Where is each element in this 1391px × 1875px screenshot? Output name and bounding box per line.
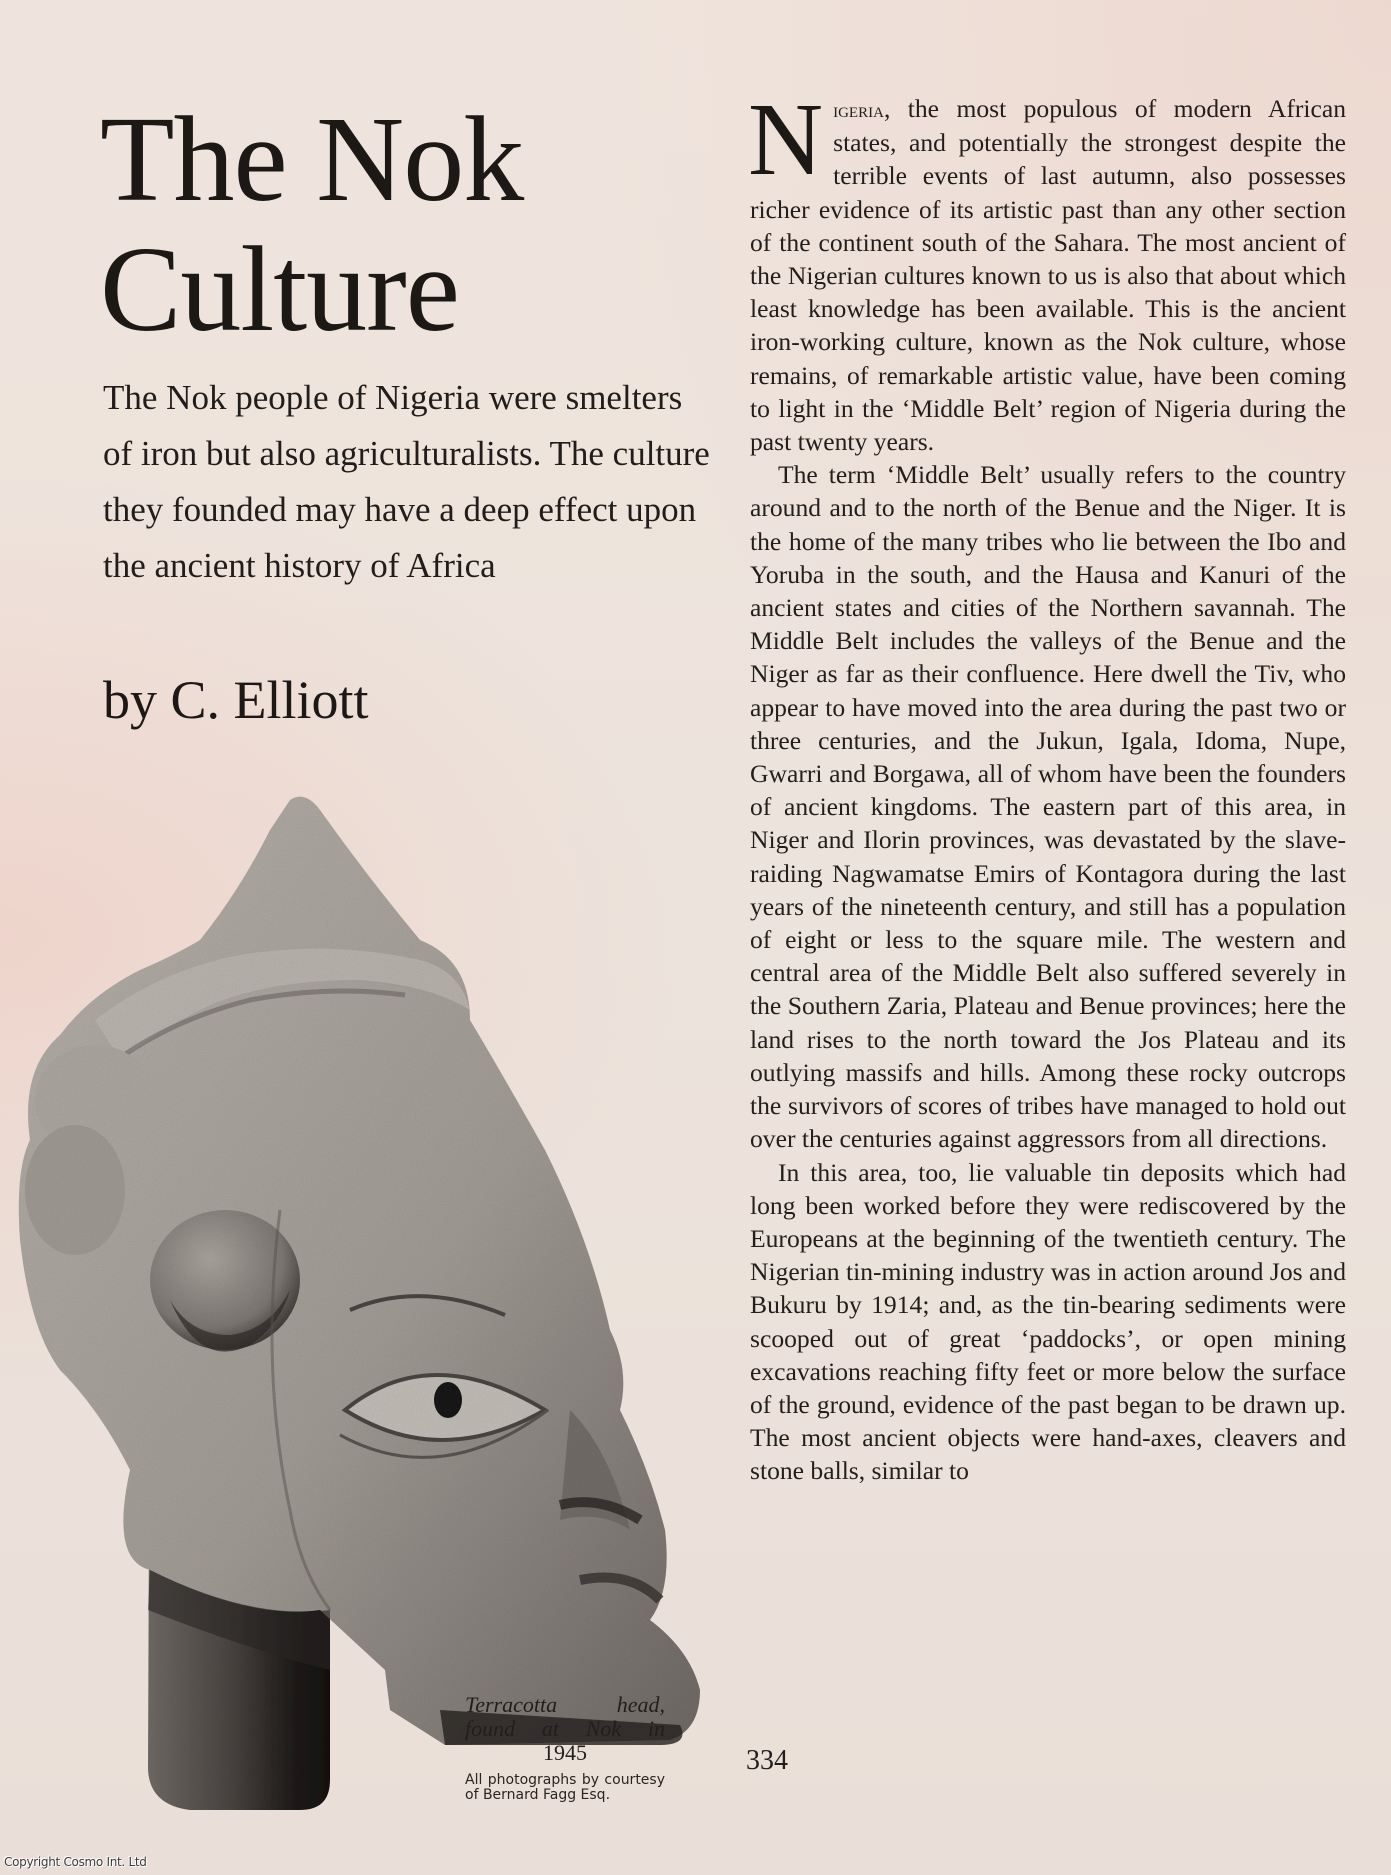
article-body xyxy=(748,82,1346,1488)
terracotta-head-photo xyxy=(0,770,720,1810)
opening-small-caps: igeria xyxy=(833,97,884,122)
article-byline: by C. Elliott xyxy=(103,670,369,730)
photo-credit: All photographs by courtesy of Bernard Fagg Esq. xyxy=(465,1772,665,1803)
article-standfirst: The Nok people of Nigeria were smelters of iron but also agriculturalists. The culture they founded may have a deep effect upon the ancient history of Africa xyxy=(103,378,710,585)
copyright-watermark: Copyright Cosmo Int. Ltd xyxy=(4,1855,147,1869)
drop-cap: N xyxy=(748,82,824,197)
paragraph-3: In this area, too, lie valuable tin deposits which had long been worked before they were rediscovered by the Europeans at the beginning of the twentieth century. The Nigerian tin-mining industry was in action around Jos and Bukuru by 1914; and, as the tin-bearing sediments were scooped out of great ‘paddocks’, or open mining excavations reaching fifty feet or more below the surface of the ground, evidence of the past began to be drawn up. The most ancient objects were hand-axes, cleavers and stone balls, similar to xyxy=(750,1157,1346,1486)
paragraph-2: The term ‘Middle Belt’ usually refers to the country around and to the north of the Benue and the Niger. It is the home of the many tribes who lie between the Ibo and Yoruba in the south, and the Hausa and Kanuri of the ancient states and cities of the Northern savannah. The Middle Belt includes the valleys of the Benue and the Niger as far as their confluence. Here dwell the Tiv, who appear to have moved into the area during the past two or three centuries, and the Jukun, Igala, Idoma, Nupe, Gwarri and Borgawa, all of whom have been the founders of ancient kingdoms. The eastern part of this area, in Niger and Ilorin provinces, was devastated by the slave-raiding Nagwamatse Emirs of Kontagora during the last years of the nineteenth century, and still has a population of eight or less to the square mile. The western and central area of the Middle Belt also suffered severely in the Southern Zaria, Plateau and Benue provinces; here the land rises to the north toward the Jos Plateau and its outlying massifs and hills. Among these rocky outcrops the survivors of scores of tribes have managed to hold out over the centuries against aggressors from all directions. xyxy=(750,460,1346,1154)
article-title xyxy=(100,92,524,357)
title-line-2: Culture xyxy=(100,222,459,357)
paragraph-1 xyxy=(748,82,1346,458)
photo-caption-year: 1945 xyxy=(543,1740,587,1765)
title-line-1: The Nok xyxy=(100,92,524,227)
page-number: 334 xyxy=(746,1745,788,1776)
photo-caption: Terracotta head, found at Nok in xyxy=(465,1692,665,1741)
paragraph-1-text: , the most populous of modern African states, and potentially the strongest despite the terrible events of last autumn, also possesses richer evidence of its artistic past than any other section of the continent south of the Sahara. The most ancient of the Nigerian cultures known to us is also that about which least knowledge has been available. This is the ancient iron-working culture, known as the Nok culture, whose remains, of remarkable artistic value, have been coming to light in the ‘Middle Belt’ region of Nigeria during the past twenty years. xyxy=(750,94,1346,457)
